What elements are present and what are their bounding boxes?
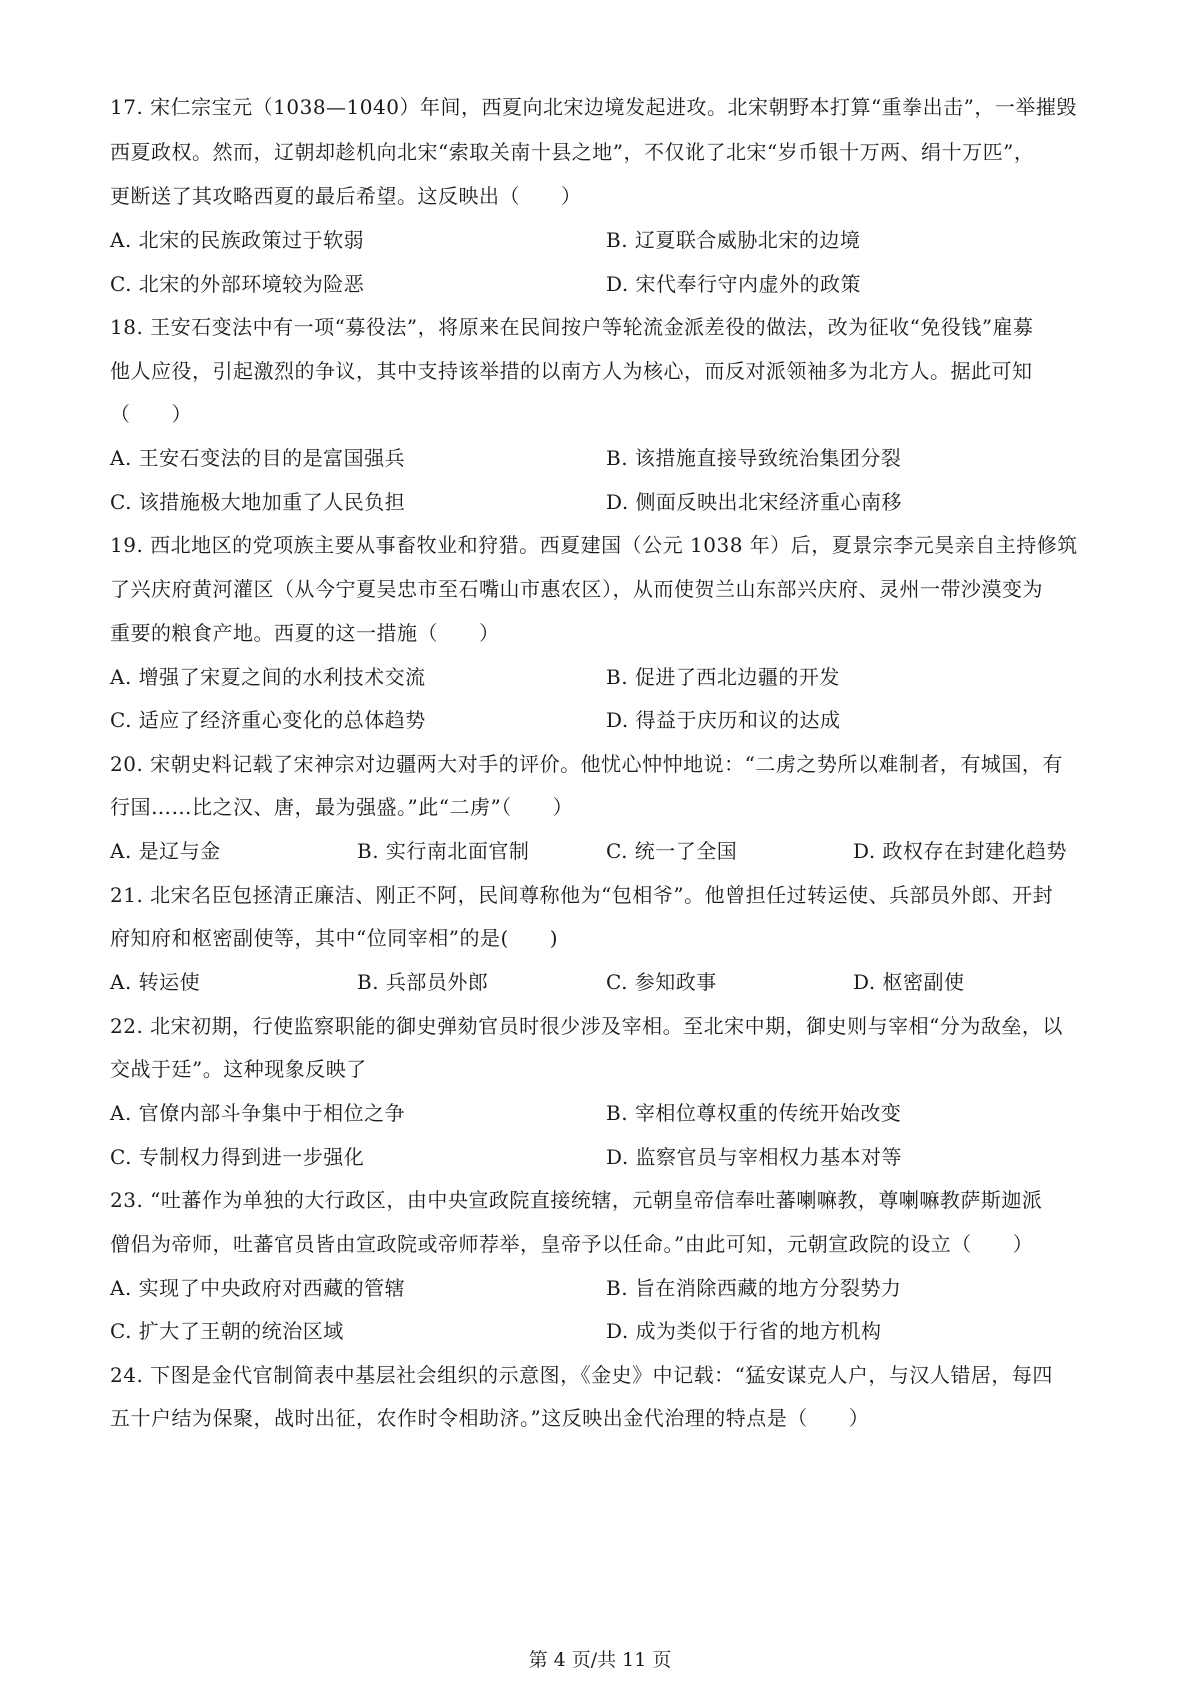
q17-option-a[interactable]: A. 北宋的民族政策过于软弱 <box>110 228 365 252</box>
q21-line-1: 21. 北宋名臣包拯清正廉洁、刚正不阿，民间尊称他为“包相爷”。他曾担任过转运使、兵部员外郎、开封 <box>110 883 1054 907</box>
q19-option-d[interactable]: D. 得益于庆历和议的达成 <box>606 708 841 732</box>
q19-option-b[interactable]: B. 促进了西北边疆的开发 <box>606 665 840 689</box>
q17-line-2: 西夏政权。然而，辽朝却趁机向北宋“索取关南十县之地”，不仅讹了北宋“岁币银十万两、绢十万匹”， <box>110 140 1035 164</box>
q19-line-3: 重要的粮食产地。西夏的这一措施（ ） <box>110 621 500 645</box>
q23-line-2: 僧侣为帝师，吐蕃官员皆由宣政院或帝师荐举，皇帝予以任命。”由此可知，元朝宣政院的设立（ ） <box>110 1232 1034 1256</box>
q21-option-b[interactable]: B. 兵部员外郎 <box>357 970 489 994</box>
q22-line-2: 交战于廷”。这种现象反映了 <box>110 1057 367 1081</box>
q21-line-2: 府知府和枢密副使等，其中“位同宰相”的是( ) <box>110 926 559 950</box>
q17-option-c[interactable]: C. 北宋的外部环境较为险恶 <box>110 272 365 296</box>
page-number-footer: 第 4 页/共 11 页 <box>528 1649 672 1671</box>
q18-option-b[interactable]: B. 该措施直接导致统治集团分裂 <box>606 446 902 470</box>
q23-option-a[interactable]: A. 实现了中央政府对西藏的管辖 <box>110 1276 406 1300</box>
q20-option-c[interactable]: C. 统一了全国 <box>606 839 738 863</box>
q22-option-a[interactable]: A. 官僚内部斗争集中于相位之争 <box>110 1101 406 1125</box>
q20-option-d[interactable]: D. 政权存在封建化趋势 <box>853 839 1068 863</box>
q21-option-c[interactable]: C. 参知政事 <box>606 970 717 994</box>
q17-line-1: 17. 宋仁宗宝元（1038—1040）年间，西夏向北宋边境发起进攻。北宋朝野本打算“重拳出击”，一举摧毁 <box>110 95 1077 119</box>
q20-line-2: 行国……比之汉、唐，最为强盛。”此“二虏”（ ） <box>110 795 574 819</box>
q20-line-1: 20. 宋朝史料记载了宋神宗对边疆两大对手的评价。他忧心忡忡地说：“二虏之势所以难制者，有城国，有 <box>110 752 1063 776</box>
q18-option-c[interactable]: C. 该措施极大地加重了人民负担 <box>110 490 406 514</box>
q22-option-c[interactable]: C. 专制权力得到进一步强化 <box>110 1145 365 1169</box>
q21-option-d[interactable]: D. 枢密副使 <box>853 970 965 994</box>
q17-option-b[interactable]: B. 辽夏联合威胁北宋的边境 <box>606 228 861 252</box>
q17-option-d[interactable]: D. 宋代奉行守内虚外的政策 <box>606 272 862 296</box>
q22-line-1: 22. 北宋初期，行使监察职能的御史弹劾官员时很少涉及宰相。至北宋中期，御史则与宰相“分为敌垒，以 <box>110 1014 1063 1038</box>
q21-option-a[interactable]: A. 转运使 <box>110 970 201 994</box>
q19-option-c[interactable]: C. 适应了经济重心变化的总体趋势 <box>110 708 426 732</box>
q18-option-a[interactable]: A. 王安石变法的目的是富国强兵 <box>110 446 406 470</box>
q24-line-1: 24. 下图是金代官制简表中基层社会组织的示意图，《金史》中记载：“猛安谋克人户，与汉人错居，每四 <box>110 1363 1053 1387</box>
q18-line-2: 他人应役，引起激烈的争议，其中支持该举措的以南方人为核心，而反对派领袖多为北方人。据此可知 <box>110 359 1033 383</box>
q19-line-2: 了兴庆府黄河灌区（从今宁夏吴忠市至石嘴山市惠农区），从而使贺兰山东部兴庆府、灵州一带沙漠变为 <box>110 577 1043 601</box>
q23-option-d[interactable]: D. 成为类似于行省的地方机构 <box>606 1319 882 1343</box>
q18-line-3: （ ） <box>110 402 192 426</box>
q20-option-b[interactable]: B. 实行南北面官制 <box>357 839 530 863</box>
q18-option-d[interactable]: D. 侧面反映出北宋经济重心南移 <box>606 490 903 514</box>
q17-line-3: 更断送了其攻略西夏的最后希望。这反映出（ ） <box>110 184 582 208</box>
q22-option-d[interactable]: D. 监察官员与宰相权力基本对等 <box>606 1145 903 1169</box>
q24-line-2: 五十户结为保聚，战时出征，农作时令相助济。”这反映出金代治理的特点是（ ） <box>110 1406 870 1430</box>
q18-line-1: 18. 王安石变法中有一项“募役法”，将原来在民间按户等轮流金派差役的做法，改为征收“免役钱”雇募 <box>110 315 1034 339</box>
q22-option-b[interactable]: B. 宰相位尊权重的传统开始改变 <box>606 1101 902 1125</box>
q19-option-a[interactable]: A. 增强了宋夏之间的水利技术交流 <box>110 665 426 689</box>
q23-option-c[interactable]: C. 扩大了王朝的统治区域 <box>110 1319 344 1343</box>
q23-option-b[interactable]: B. 旨在消除西藏的地方分裂势力 <box>606 1276 902 1300</box>
q20-option-a[interactable]: A. 是辽与金 <box>110 839 221 863</box>
q19-line-1: 19. 西北地区的党项族主要从事畜牧业和狩猎。西夏建国（公元 1038 年）后，夏景宗李元昊亲自主持修筑 <box>110 533 1078 557</box>
q23-line-1: 23. “吐蕃作为单独的大行政区，由中央宣政院直接统辖，元朝皇帝信奉吐蕃喇嘛教，尊喇嘛教萨斯迦派 <box>110 1188 1043 1212</box>
